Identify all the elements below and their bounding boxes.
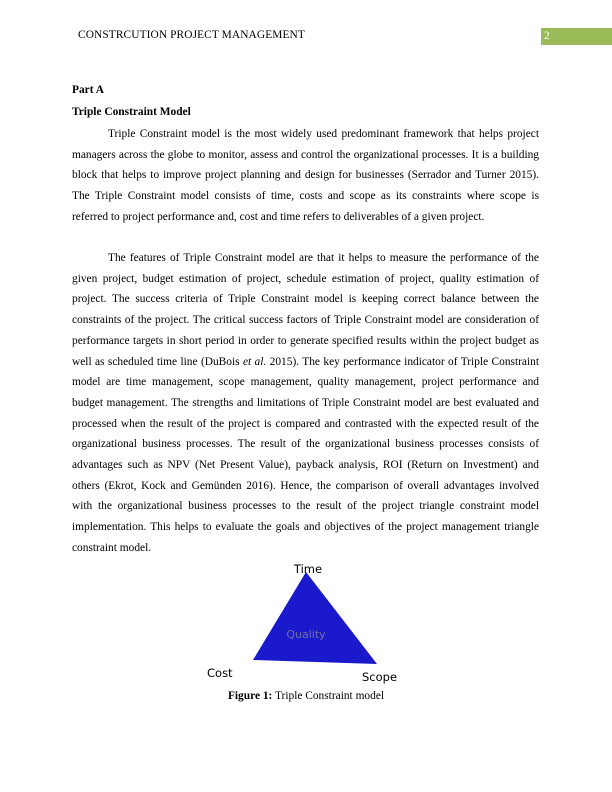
section-label: Part A [72, 84, 104, 96]
label-time: Time [293, 562, 323, 576]
running-header-title: CONSTRCUTION PROJECT MANAGEMENT [78, 29, 305, 41]
paragraph-2-text-a: The features of Triple Constraint model are that it helps to measure the performance of the given project, budget estimation of project, schedule estimation of project, quality estimation of project. The success criteria of Triple Constraint model is keeping correct balance between the constraints of the project. The critical success factors of Triple Constraint model are consideration of performance targets in short period in order to generate specified results within the project budget as well as scheduled time line (DuBois [72, 252, 539, 368]
paragraph-1: Triple Constraint model is the most widely used predominant framework that helps project managers across the globe to monitor, assess and control the organizational processes. It is a building block that helps to improve project planning and design for businesses (Serrador and Turner 2015). The Triple Constraint model consists of time, costs and scope as its constraints where scope is referred to project performance and, cost and time refers to deliverables of a given project. [72, 128, 539, 223]
triple-constraint-figure [205, 558, 405, 686]
paragraph-2-text-b: 2015). The key performance indicator of Triple Constraint model are time management, scope management, quality management, project performance and budget management. The strengths and limitations of Triple Constraint model are best evaluated and processed when the result of the project is compared and contrasted with the expected result of the organizational business processes. The result of the organizational business processes consists of advantages such as NPV (Net Present Value), payback analysis, ROI (Return on Investment) and others (Ekrot, Kock and Gemünden 2016). Hence, the comparison of overall advantages involved with the organizational business processes to the result of the project triangle constraint model implementation. This helps to evaluate the goals and objectives of the project management triangle constraint model. [72, 355, 539, 554]
triple-constraint-diagram [205, 558, 405, 686]
label-scope: Scope [362, 670, 398, 684]
section-heading: Triple Constraint Model [72, 106, 191, 118]
page-number-badge: 2 [541, 28, 612, 45]
constraint-triangle [253, 572, 377, 664]
label-cost: Cost [207, 666, 233, 680]
paragraph-2 [72, 248, 539, 559]
figure-caption-text: Triple Constraint model [272, 690, 385, 702]
label-quality: Quality [286, 628, 326, 641]
figure-caption [0, 690, 612, 702]
figure-caption-prefix: Figure 1: [227, 690, 273, 702]
paragraph-2-et-al: et al. [242, 355, 267, 368]
